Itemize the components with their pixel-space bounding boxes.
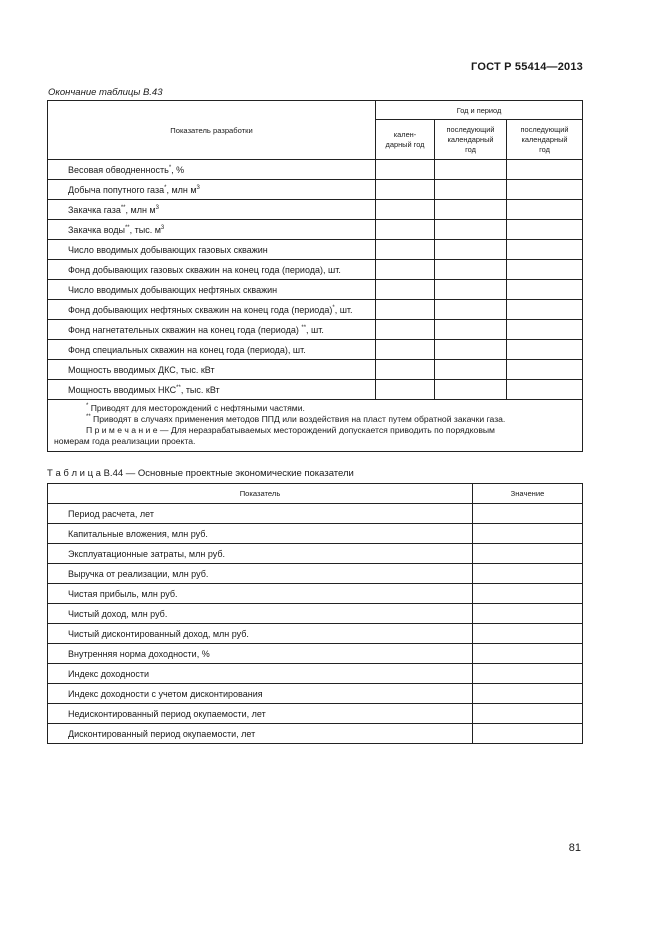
note-line-cont: номерам года реализации проекта. (54, 436, 196, 446)
table-row (48, 644, 583, 664)
value-cell (435, 260, 507, 280)
col-header-value: Значение (473, 484, 583, 504)
page-number: 81 (568, 842, 581, 854)
table-row (48, 280, 583, 300)
table-row (48, 544, 583, 564)
value-cell (507, 360, 583, 380)
footnote-1: * Приводят для месторождений с нефтяными частями. (86, 403, 305, 413)
table-row (48, 360, 583, 380)
row-label: Число вводимых добывающих газовых скважин (48, 240, 376, 260)
row-label: Выручка от реализации, млн руб. (48, 564, 473, 584)
value-cell (473, 524, 583, 544)
table-row (48, 300, 583, 320)
row-label: Фонд нагнетательных скважин на конец года (периода) **, шт. (48, 320, 376, 340)
value-cell (376, 220, 435, 240)
value-cell (473, 544, 583, 564)
footnote-2: ** Приводят в случаях применения методов ППД или воздействия на пласт путем обратной закачки газа. (86, 414, 506, 424)
table-row (48, 260, 583, 280)
col-header-indicator: Показатель разработки (48, 101, 376, 160)
table-row (48, 664, 583, 684)
table-row (48, 724, 583, 744)
col-header-year-period: Год и период (376, 101, 583, 120)
value-cell (435, 300, 507, 320)
row-label: Фонд добывающих нефтяных скважин на конец года (периода)*, шт. (48, 300, 376, 320)
row-label: Число вводимых добывающих нефтяных скважин (48, 280, 376, 300)
value-cell (473, 644, 583, 664)
table-b43 (47, 100, 583, 452)
value-cell (507, 380, 583, 400)
table-row (48, 524, 583, 544)
table-row (48, 320, 583, 340)
table-row (48, 160, 583, 180)
table-b44 (47, 483, 583, 744)
value-cell (507, 260, 583, 280)
row-label: Мощность вводимых ДКС, тыс. кВт (48, 360, 376, 380)
value-cell (473, 564, 583, 584)
table-row (48, 624, 583, 644)
row-label: Внутренняя норма доходности, % (48, 644, 473, 664)
row-label: Мощность вводимых НКС**, тыс. кВт (48, 380, 376, 400)
row-label: Чистый доход, млн руб. (48, 604, 473, 624)
value-cell (507, 220, 583, 240)
value-cell (473, 684, 583, 704)
value-cell (435, 360, 507, 380)
value-cell (507, 200, 583, 220)
col-header-next-year-2: последующий календарный год (507, 120, 583, 160)
row-label: Эксплуатационные затраты, млн руб. (48, 544, 473, 564)
note-line: П р и м е ч а н и е — Для неразрабатываемых месторождений допускается приводить по порядковым (86, 425, 495, 435)
value-cell (473, 704, 583, 724)
row-label: Индекс доходности с учетом дисконтирования (48, 684, 473, 704)
value-cell (473, 624, 583, 644)
row-label: Закачка газа**, млн $м^3$ (48, 200, 376, 220)
table-row (48, 380, 583, 400)
standard-code: ГОСТ Р 55414—2013 (471, 61, 583, 73)
row-label: Весовая обводненность*, % (48, 160, 376, 180)
value-cell (473, 584, 583, 604)
value-cell (376, 160, 435, 180)
row-label: Чистая прибыль, млн руб. (48, 584, 473, 604)
value-cell (435, 240, 507, 260)
row-label: Фонд специальных скважин на конец года (периода), шт. (48, 340, 376, 360)
value-cell (507, 280, 583, 300)
row-label: Период расчета, лет (48, 504, 473, 524)
value-cell (376, 320, 435, 340)
table-row (48, 220, 583, 240)
value-cell (376, 260, 435, 280)
table-row (48, 240, 583, 260)
table-row (48, 704, 583, 724)
row-label: Дисконтированный период окупаемости, лет (48, 724, 473, 744)
table-row (48, 200, 583, 220)
row-label: Чистый дисконтированный доход, млн руб. (48, 624, 473, 644)
table-b43-caption: Окончание таблицы В.43 (48, 87, 163, 98)
value-cell (507, 160, 583, 180)
value-cell (507, 300, 583, 320)
value-cell (507, 340, 583, 360)
table-row (48, 564, 583, 584)
value-cell (507, 180, 583, 200)
value-cell (435, 320, 507, 340)
value-cell (473, 664, 583, 684)
table-row (48, 340, 583, 360)
col-header-indicator-b44: Показатель (48, 484, 473, 504)
value-cell (507, 240, 583, 260)
value-cell (435, 220, 507, 240)
value-cell (507, 320, 583, 340)
table-row (48, 180, 583, 200)
value-cell (473, 724, 583, 744)
value-cell (473, 504, 583, 524)
row-label: Фонд добывающих газовых скважин на конец года (периода), шт. (48, 260, 376, 280)
value-cell (376, 200, 435, 220)
table-row (48, 504, 583, 524)
value-cell (376, 380, 435, 400)
value-cell (376, 240, 435, 260)
table-row (48, 684, 583, 704)
value-cell (435, 200, 507, 220)
value-cell (435, 340, 507, 360)
value-cell (435, 280, 507, 300)
value-cell (435, 160, 507, 180)
value-cell (376, 340, 435, 360)
row-label: Недисконтированный период окупаемости, лет (48, 704, 473, 724)
row-label: Капитальные вложения, млн руб. (48, 524, 473, 544)
col-header-next-year-1: последующий календарный год (435, 120, 507, 160)
value-cell (376, 300, 435, 320)
row-label: Добыча попутного газа*, млн $м^3$ (48, 180, 376, 200)
value-cell (435, 380, 507, 400)
col-header-calendar-year: кален- дарный год (376, 120, 435, 160)
table-row (48, 584, 583, 604)
table-b44-caption: Т а б л и ц а В.44 — Основные проектные экономические показатели (47, 468, 354, 479)
value-cell (376, 180, 435, 200)
row-label: Индекс доходности (48, 664, 473, 684)
value-cell (376, 360, 435, 380)
table-row (48, 604, 583, 624)
value-cell (376, 280, 435, 300)
value-cell (435, 180, 507, 200)
row-label: Закачка воды**, тыс. $м^3$ (48, 220, 376, 240)
value-cell (473, 604, 583, 624)
table-b43-notes (48, 400, 583, 452)
